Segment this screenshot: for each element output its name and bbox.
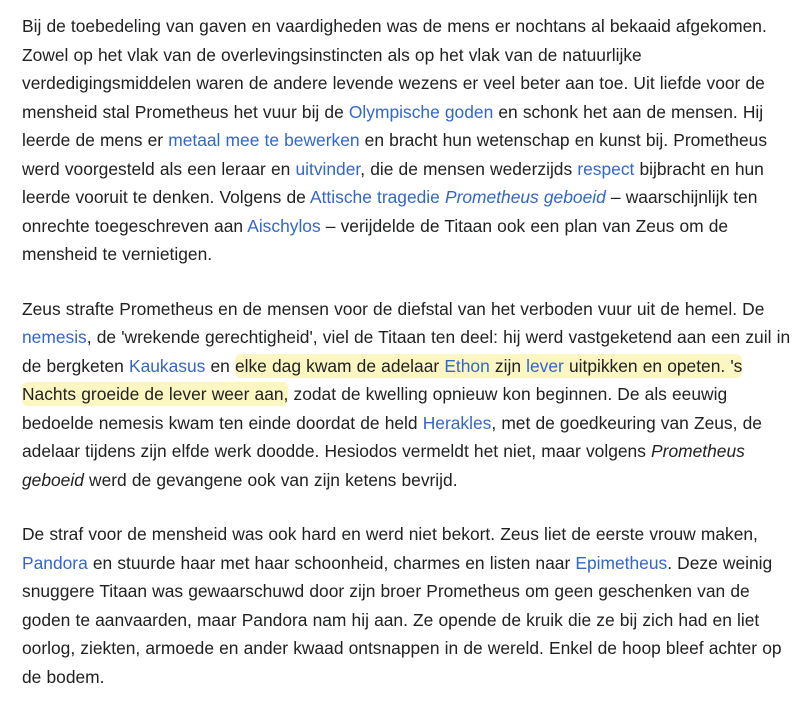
link-lever[interactable]: lever	[526, 355, 564, 376]
link-prometheus-geboeid-label: Prometheus geboeid	[444, 187, 606, 207]
text-run: en bracht hun wetenschap en kunst bij. Prometheus werd voorgesteld als een leraar en	[22, 130, 768, 179]
text-run: De straf voor de mensheid was ook hard en werd niet bekort. Zeus liet de eerste vrouw maken,	[22, 524, 758, 544]
text-run: elke dag kwam de adelaar	[234, 355, 445, 376]
text-run: , die de mensen wederzijds	[360, 158, 578, 179]
text-run: bijbracht en hun leerde vooruit te denken. Volgens de	[22, 158, 764, 207]
link-epimetheus[interactable]: Epimetheus	[575, 552, 668, 573]
paragraph-gifts	[22, 12, 794, 269]
link-respect[interactable]: respect	[577, 158, 635, 179]
link-olympische-goden[interactable]: Olympische goden	[348, 101, 494, 122]
link-ethon[interactable]: Ethon	[444, 355, 490, 376]
link-metaal-bewerken[interactable]: metaal mee te bewerken	[168, 130, 360, 150]
link-pandora[interactable]: Pandora	[22, 552, 88, 573]
text-run: uitpikken en opeten. 's Nachts groeide de lever weer aan,	[22, 355, 743, 404]
text-run: en stuurde haar met haar schoonheid, charmes en listen naar	[87, 552, 576, 573]
text-run: . Deze weinig snuggere Titaan was gewaarschuwd door zijn broer Prometheus om geen geschenken van de goden te aanvaarden, maar Pandora nam hij aan. Ze opende de kruik die ze bij zich had en liet oorlog, ziekten, armoede en ander kwaad ontsnappen in de wereld. Enkel de hoop bleef achter op de bodem.	[22, 552, 782, 687]
text-run: , de 'wrekende gerechtigheid', viel de Titaan ten deel: hij werd vastgeketend aan een zuil in de bergketen	[22, 327, 791, 376]
link-attische-tragedie[interactable]: Attische tragedie	[310, 187, 440, 207]
link-aischylos[interactable]: Aischylos	[247, 215, 321, 236]
paragraph-punishment	[22, 295, 794, 495]
article-content	[22, 12, 794, 691]
italic-title-prometheus-geboeid: Prometheus geboeid	[22, 441, 745, 490]
paragraph-pandora	[22, 520, 794, 691]
text-run: zodat de kwelling opnieuw kon beginnen. De als eeuwig bedoelde nemesis kwam ten einde doordat de held	[22, 384, 728, 433]
link-herakles[interactable]: Herakles	[422, 412, 492, 433]
text-run: , met de goedkeuring van Zeus, de adelaar tijdens zijn elfde werk doodde. Hesiodos vermeldt het niet, maar volgens	[22, 412, 762, 461]
text-run: Zeus strafte Prometheus en de mensen voor de diefstal van het verboden vuur uit de hemel. De	[22, 298, 765, 319]
link-uitvinder[interactable]: uitvinder	[295, 158, 361, 179]
text-run: en schonk het aan de mensen. Hij leerde de mens er	[22, 101, 764, 150]
text-run: en	[205, 355, 235, 376]
link-prometheus-geboeid[interactable]	[445, 187, 606, 207]
link-nemesis[interactable]: nemesis	[22, 327, 87, 347]
text-run: zijn	[489, 355, 527, 376]
text-run: werd de gevangene ook van zijn ketens bevrijd.	[83, 469, 458, 490]
link-kaukasus[interactable]: Kaukasus	[128, 355, 206, 376]
text-run: – waarschijnlijk ten onrechte toegeschreven aan	[22, 187, 758, 236]
text-run: – verijdelde de Titaan ook een plan van Zeus om de mensheid te vernietigen.	[22, 215, 729, 264]
text-run: Bij de toebedeling van gaven en vaardigheden was de mens er nochtans al bekaaid afgekomen. Zowel op het vlak van de overlevingsinstincten als op het vlak van de natuurlijke verdedigingsmiddelen waren de andere levende wezens er veel beter aan toe. Uit liefde voor de mensheid stal Prometheus het vuur bij de	[22, 16, 767, 122]
